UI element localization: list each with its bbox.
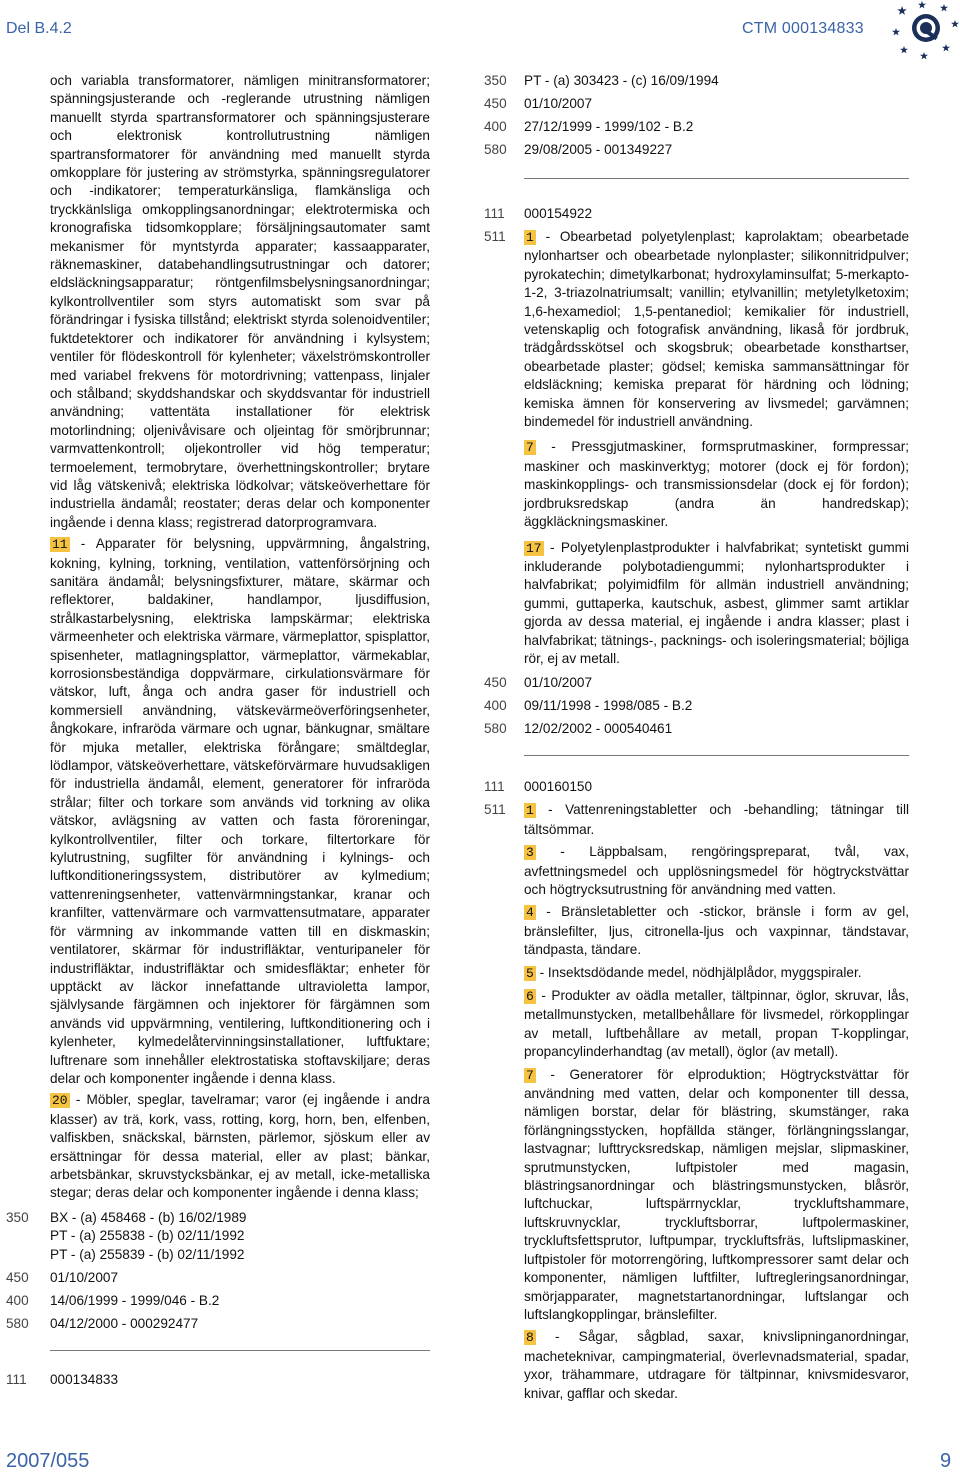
class-text: - Apparater för belysning, uppvärmning, ångalstring, kokning, kylning, torkning, ventilation, vattenförsörjning och sanitära ändamål; belysningsfixturer, mätare, skärmar och reflektorer, baldakiner, handlampor, ljusdiffusion, strålkastarbelysning, elektriska lampskärmar; elektriska värmeenheter och elektriska värmare, värmeplattor, spisplattor, spisenheter, matlagningsplattor, värmeplattor, värmekablar, korrosionsbeständiga doppvärmare, cirkulationsvärmare för vätskor, luft, ånga och andra gaser för industriell och kommersiell användning, vätskevärmeöverföringsenheter, ångkokare, infraröda värmare och ugnar, bänkugnar, smältare för mjuka metaller, elektriska förångare; smältdeglar, lödlampor, vätskeöverhettare, vätskeförvärmare huvudsakligen för industriella ändamål, element, generatorer för infraröda strålar; filter och torkare som används vid torkning av olika vätskor, avlägsning av vatten och fasta föroreningar, kylkontrollventiler, filter och torkare, filtertorkare för kylutrustning, sugfilter för användning i kylnings- och luftkonditioneringssystem, distributörer av kylmedium; vattenreningsenheter, vattenvärmningstankar, kranar och kranfilter, vattenvärmare och varmvattensutmatare, apparater för värmning av inkommande vatten till en diskmaskin; ventilatorer, skärmar för industrifläktar, venturipaneler för industrifläktar, industrifläktar och smidesfläktar; enheter för upptäckt av läckor innefattande ultravioletta lampor, självlysande färgämnen och injektorer för färgämnen som används vid uppvärmning, ventilering, luftkonditionering och i kylenheter, kylmedelåtervinningsinstallationer, luftfuktare; luftrenare som innehåller elektrostatiska stoftavskiljare; deras delar och komponenter ingående i denna klass.	[50, 536, 430, 1086]
field-111	[0, 1371, 440, 1394]
field-400	[478, 118, 958, 141]
class-entry	[524, 801, 909, 839]
field-value: 12/02/2002 - 000540461	[524, 721, 673, 737]
field-value: 01/10/2007	[50, 1269, 119, 1285]
field-580	[478, 720, 958, 743]
class-text: - Bränsletabletter och -stickor, bränsle i form av gel, bränslefilter, ljus, citronella-ljus och vaxpinnar, tändstavar, tändpasta, tändare.	[524, 904, 909, 958]
class-text: - Produkter av oädla metaller, tältpinnar, öglor, skruvar, lås, metallmunstycken, metallbehållare för livsmedel, rörkopplingar av metall, luftbehållare av metall, propan T-kopplingar, propancylinderhandtag (av metall), öglor (av metall).	[524, 988, 909, 1060]
field-350	[478, 72, 958, 95]
class-text: - Obearbetad polyetylenplast; kaprolaktam; obearbetade nylonhartser och obearbetade nylonplaster; silikonnitridpulver; pyrokatechin; dimetylkarbonat; hydroxylaminsulfat; 5-merkapto-1-2, 3-triazolnatriumsalt; vanillin; etylvanillin; metyletylketoxim; 1,6-hexamediol; 1,5-pentanediol; kemikalier för industriell, vetenskaplig och fotografisk användning, likaså för jordbruk, trädgårdsskötsel och skogsbruk; obearbetade konsthartser, obearbetade plaster; gödsel; kemiska sammansättningar för eldsläckning; kemiska preparat för härdning och lödning; kemiska ämnen för konservering av livsmedel; garvämnen; bindemedel för industriell användning.	[524, 229, 909, 430]
class-entry	[524, 1328, 909, 1403]
field-value: 04/12/2000 - 000292477	[50, 1315, 199, 1331]
left-column	[0, 72, 440, 1394]
mark-number: CTM 000134833	[742, 20, 864, 37]
entry-separator	[524, 755, 909, 756]
field-value: 000134833	[50, 1371, 119, 1387]
entry-separator	[50, 1350, 430, 1351]
field-value: 000154922	[524, 206, 593, 221]
field-400	[0, 1292, 440, 1315]
right-column	[478, 72, 958, 1403]
class-entry	[524, 903, 909, 959]
class-text: - Vattenreningstabletter och -behandling; tätningar till tältsömmar.	[524, 802, 909, 837]
class-text: - Möbler, speglar, tavelramar; varor (ej ingående i andra klasser) av trä, kork, vass, rotting, korg, horn, ben, elfenben, valfiskben, snäckskal, bärnsten, pärlemor, sjöskum eller av ersättningar för dessa material, eller av plast; bänkar, arbetsbänkar, skruvstycksbänkar, ej av metall, icke-metalliska stegar; deras delar och komponenter ingående i denna klass;	[50, 1092, 430, 1201]
page-header	[0, 0, 960, 60]
field-511	[478, 801, 958, 1403]
field-580	[478, 141, 958, 164]
class-text: - Sågar, sågblad, saxar, knivslipninganordningar, macheteknivar, campingmaterial, överlevnadsmaterial, spadar, yxor, trähammare, utdragare för tältpinnar, knivsmidesvaror, knivar, gafflar och skedar.	[524, 1329, 909, 1401]
field-450	[0, 1269, 440, 1292]
field-value: 27/12/1999 - 1999/102 - B.2	[524, 119, 694, 134]
field-111	[478, 778, 958, 801]
class-text: - Insektsdödande medel, nödhjälplådor, myggspiraler.	[535, 964, 862, 980]
class-11-entry	[50, 535, 430, 1088]
field-code: 400	[484, 698, 507, 714]
field-code: 450	[6, 1269, 29, 1285]
class-number: 11	[52, 537, 68, 553]
class-entry	[524, 964, 909, 983]
class-entry	[524, 228, 909, 431]
field-value: 09/11/1998 - 1998/085 - B.2	[524, 698, 693, 714]
field-code: 511	[484, 802, 506, 818]
field-511	[478, 228, 958, 668]
bulletin-number: 2007/055	[6, 1450, 90, 1472]
field-value: 01/10/2007	[524, 675, 593, 691]
class-text: - Generatorer för elproduktion; Högtryckstvättar för användning med vatten, delar och komponenter till dessa, nämligen borstar, delar för blästring, skumstänger, raka förlängningsstycken, hopfällda stänger, förlängningsslangar, lastvagnar; lufttrycksredskap, nämligen mejslar, slipmaskiner, sprutmunstycken, luftpistoler med magasin, blästringsanordningar och blästringsmunstycken, blåsrör, luftchuckar, luftspärrnycklar, tryckluftshammare, luftskruvnycklar, tryckluftsborrar, luftpolermaskiner, tryckluftsfettsprutor, luftpumpar, tryckluftsfräs, luftslipmaskiner, luftpistoler för motorrengöring, luftkompressorer samt delar och komponenter, nämligen luftfilter, luftregleringsanordningar, smörjapparater, magnetstartanordningar, luftslangar och luftslangkopplingar, bränslefilter.	[524, 1066, 909, 1322]
field-code: 580	[484, 142, 507, 157]
field-code: 400	[484, 119, 507, 134]
class-number: 4	[526, 905, 534, 921]
class-number: 5	[526, 965, 534, 981]
field-value: 29/08/2005 - 001349227	[524, 142, 673, 157]
oami-eu-stars-logo-icon	[892, 0, 960, 60]
field-111	[478, 205, 958, 228]
field-value: 000160150	[524, 779, 593, 795]
entry-separator	[524, 178, 909, 179]
field-value: PT - (a) 303423 - (c) 16/09/1994	[524, 73, 719, 88]
section-label: Del B.4.2	[6, 20, 72, 37]
field-350-line	[0, 1246, 440, 1269]
class-entry	[524, 539, 909, 669]
field-400	[478, 697, 958, 720]
class-number: 1	[526, 230, 534, 245]
class-number: 3	[526, 845, 534, 861]
field-code: 450	[484, 675, 507, 691]
field-350	[0, 1209, 440, 1227]
field-code: 511	[484, 229, 506, 244]
class-entry	[524, 438, 909, 531]
class-entry	[524, 1066, 909, 1325]
class-number: 1	[526, 803, 534, 819]
field-450	[478, 674, 958, 697]
field-580	[0, 1315, 440, 1338]
field-350-line	[0, 1227, 440, 1245]
class-20-entry	[50, 1091, 430, 1202]
field-code: 580	[6, 1315, 29, 1331]
class-text: - Läppbalsam, rengöringspreparat, tvål, vax, avfettningsmedel och upplösningsmedel för högtryckstvättar och högtrycksutrustning för användning med vatten.	[524, 844, 909, 897]
field-code: 350	[6, 1209, 29, 1225]
field-code: 111	[484, 206, 505, 221]
field-code: 111	[6, 1371, 27, 1387]
field-code: 580	[484, 721, 507, 737]
field-value: PT - (a) 255839 - (b) 02/11/1992	[50, 1246, 245, 1262]
field-code: 400	[6, 1292, 29, 1308]
field-value: 01/10/2007	[524, 96, 593, 111]
class-text: - Polyetylenplastprodukter i halvfabrikat; syntetiskt gummi inkluderande polybotadiengummi; nylonhartsprodukter i halvfabrikat; polyimidfilm för allmän industriell användning; gummi, guttaperka, kautschuk, asbest, glimmer samt artiklar gjorda av dessa material, ej ingående i andra klasser; plast i halvfabrikat; tätnings-, packnings- och isoleringsmaterial; böjliga rör, ej av metall.	[524, 539, 909, 666]
field-value: 14/06/1999 - 1999/046 - B.2	[50, 1292, 220, 1308]
goods-text: och variabla transformatorer, nämligen minitransformatorer; spänningsjusterande och -reglerande utrustning nämligen manuellt styrda spartransformatorer och spänningsjusterare och elektronisk kontrollutrustning nämligen spartransformatorer för användning med manuellt styrda omkopplare för justering av strömstyrka, spänningsregulatorer och -indikatorer; temperaturkänsliga, flamkänsliga och tryckkänlsliga omkopplingsanordningar; elektrotermiska och kronografiska tidsomkopplare; försäljningsautomater samt mekanismer för myntstyrda apparater; kassaapparater, räknemaskiner, databehandlingsutrustningar och datorer; eldsläckningsapparatur; röntgenfilmsbelysningsanordningar; kylkontrollventiler som styrs automatiskt som svar på förändringar i fysiska tillstånd; elektriskt styrda solenoidventiler; fuktdetektorer och indikatorer för användning i kylsystem; ventiler för flödeskontroll för kylenheter; växelströmskontroller med variabel frekvens för motordrivning; vattenpass, linjaler och stålband; skyddshandskar och skyddsvantar för industriell användning; vattentäta installationer för elektrisk motorlindning; oljenivåvisare och oljeintag för smörjbrunnar; varmvattenkontroll; oljekontroller vid hög temperatur; termoelement, termobrytare, överhettningskontroller; brytare vid låg vätskenivå; elektriska lödkolvar; vätskeöverhettare för industriella ändamål; reostater; deras delar och komponenter ingående i denna klass; registrerad datorprogramvara.	[50, 73, 430, 530]
class-number: 8	[526, 1330, 534, 1346]
field-code: 450	[484, 96, 507, 111]
class-entry	[524, 987, 909, 1062]
field-450	[478, 95, 958, 118]
class-text: - Pressgjutmaskiner, formsprutmaskiner, formpressar; maskiner och maskinverktyg; motorer (dock ej för fordon); maskinkopplings- och transmissionsdelar (dock ej för fordon); jordbruksredskap (andra än handredskap); äggkläckningsmaskiner.	[524, 439, 909, 530]
field-value: PT - (a) 255838 - (b) 02/11/1992	[50, 1228, 245, 1244]
class-entry	[524, 843, 909, 899]
class-number: 20	[52, 1093, 68, 1109]
class-number: 17	[526, 540, 542, 556]
field-value: BX - (a) 458468 - (b) 16/02/1989	[50, 1209, 247, 1225]
class-number: 6	[526, 989, 534, 1004]
class-number: 7	[526, 440, 534, 456]
field-code: 111	[484, 779, 505, 795]
class-number: 7	[526, 1067, 534, 1083]
page-number: 9	[940, 1450, 952, 1472]
field-code: 350	[484, 73, 507, 88]
